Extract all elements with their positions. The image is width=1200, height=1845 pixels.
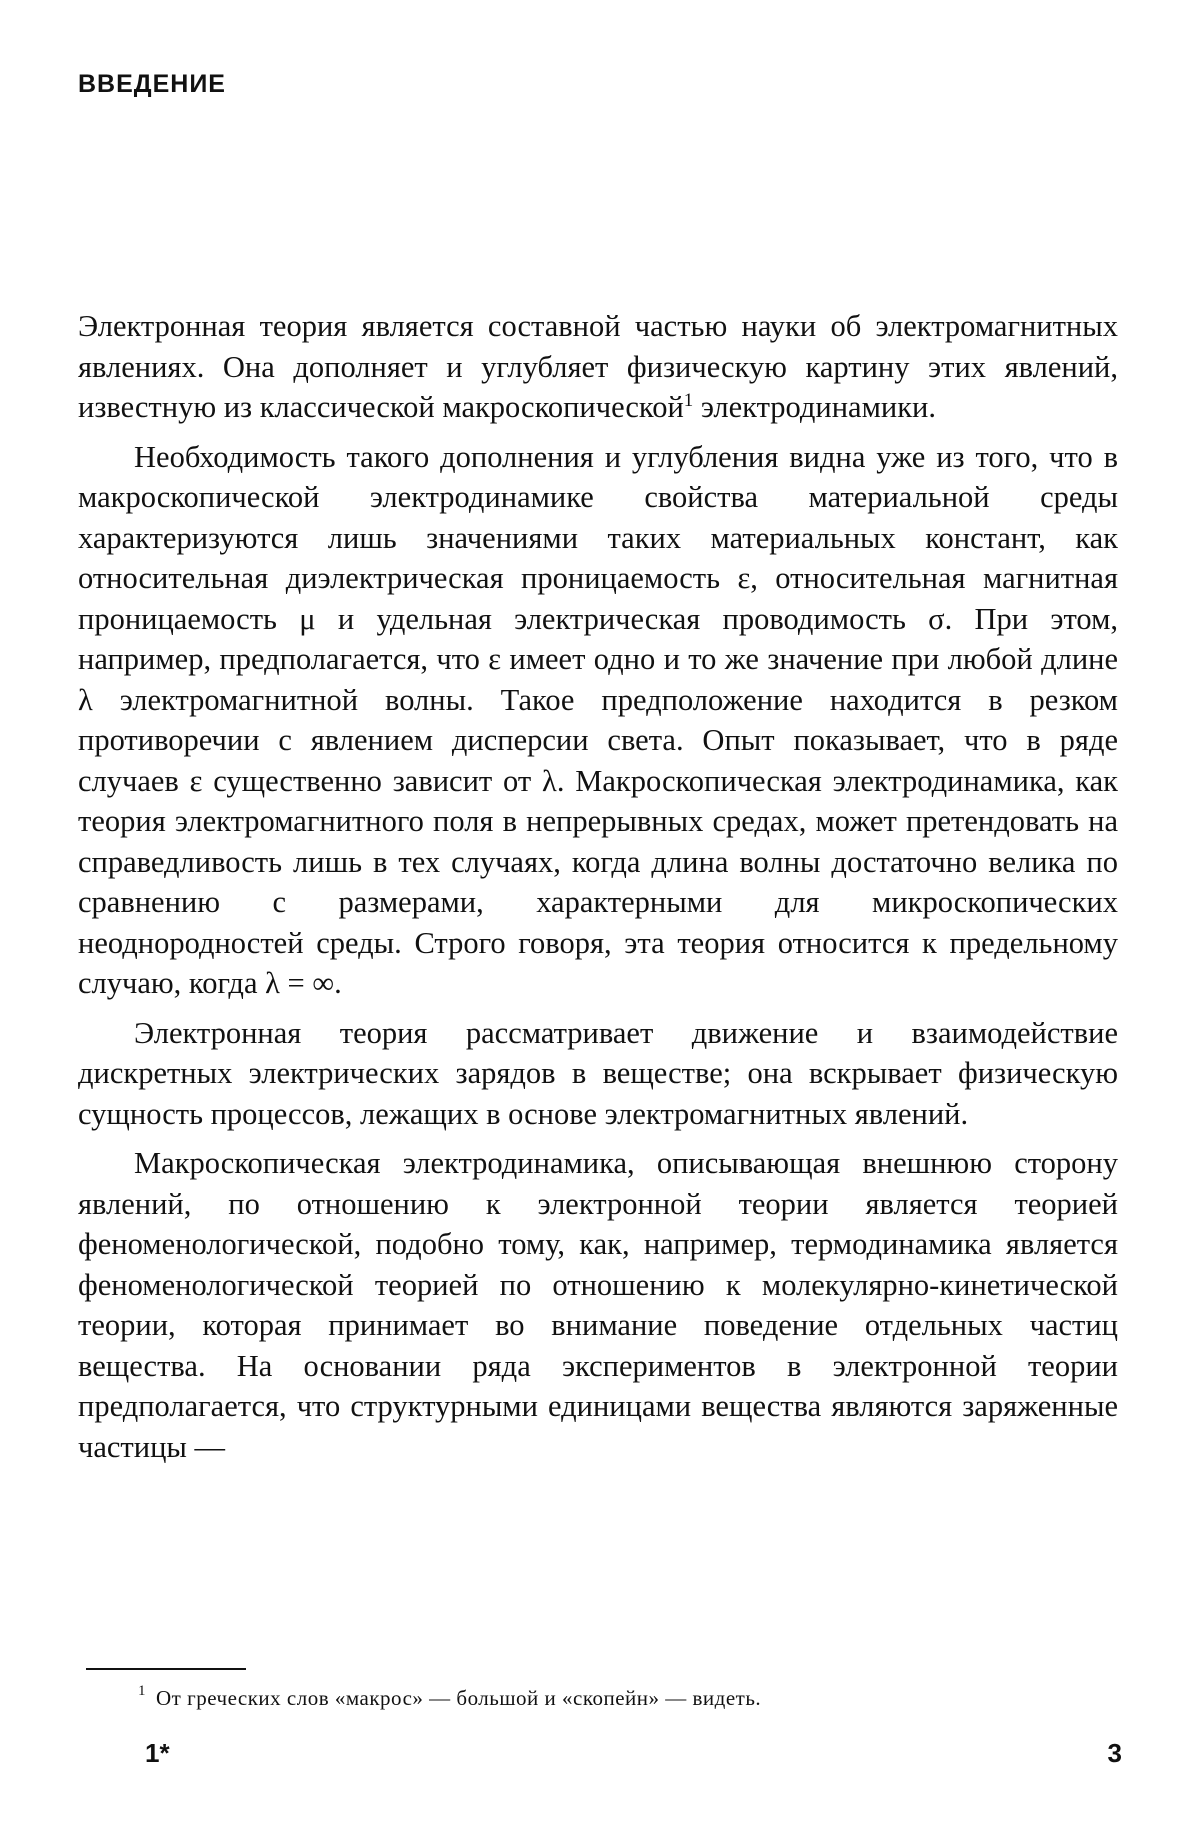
paragraph-4: Макроскопическая электродинамика, описывающая внешнюю сторону явлений, по отношению к электронной теории является теорией феноменологической, подобно тому, как, например, термодинамика является феноменологической теорией по отношению к молекулярно-кинетической теории, которая принимает во внимание поведение отдельных частиц вещества. На основании ряда экспериментов в электронной теории предполагается, что структурными единицами вещества являются заряженные частицы — [78, 1146, 1118, 1464]
footnote [138, 1683, 761, 1711]
paragraph-1-text: Электронная теория является составной частью науки об электромагнитных явлениях. Она дополняет и углубляет физическую картину этих явлений, известную из классической макроскопической [78, 309, 1118, 424]
footnote-number: 1 [138, 1683, 146, 1699]
main-text [78, 306, 1118, 1467]
signature-mark: 1* [145, 1738, 170, 1768]
paragraph-3: Электронная теория рассматривает движение и взаимодействие дискретных электрических зарядов в веществе; она вскрывает физическую сущность процессов, лежащих в основе электромагнитных явлений. [78, 1015, 1118, 1131]
paragraph-1-tail: электродинамики. [693, 390, 936, 424]
paragraph-1 [78, 306, 1118, 428]
footnote-text: От греческих слов «макрос» — большой и «скопейн» — видеть. [156, 1686, 762, 1710]
footnote-reference: 1 [683, 389, 694, 411]
paragraph-2: Необходимость такого дополнения и углубления видна уже из того, что в макроскопической электродинамике свойства материальной среды характеризуются лишь значениями таких материальных констант, как относительная диэлектрическая проницаемость ε, относительная магнитная проницаемость μ и удельная электрическая проводимость σ. При этом, например, предполагается, что ε имеет одно и то же значение при любой длине λ электромагнитной волны. Такое предположение находится в резком противоречии с явлением дисперсии света. Опыт показывает, что в ряде случаев ε существенно зависит от λ. Макроскопическая электродинамика, как теория электромагнитного поля в непрерывных средах, может претендовать на справедливость лишь в тех случаях, когда длина волны достаточно велика по сравнению с размерами, характерными для микроскопических неоднородностей среды. Строго говоря, эта теория относится к предельному случаю, когда λ = ∞. [78, 439, 1118, 1000]
chapter-heading: ВВЕДЕНИЕ [78, 70, 226, 98]
footnote-divider [86, 1668, 246, 1670]
page-number: 3 [1107, 1738, 1122, 1768]
